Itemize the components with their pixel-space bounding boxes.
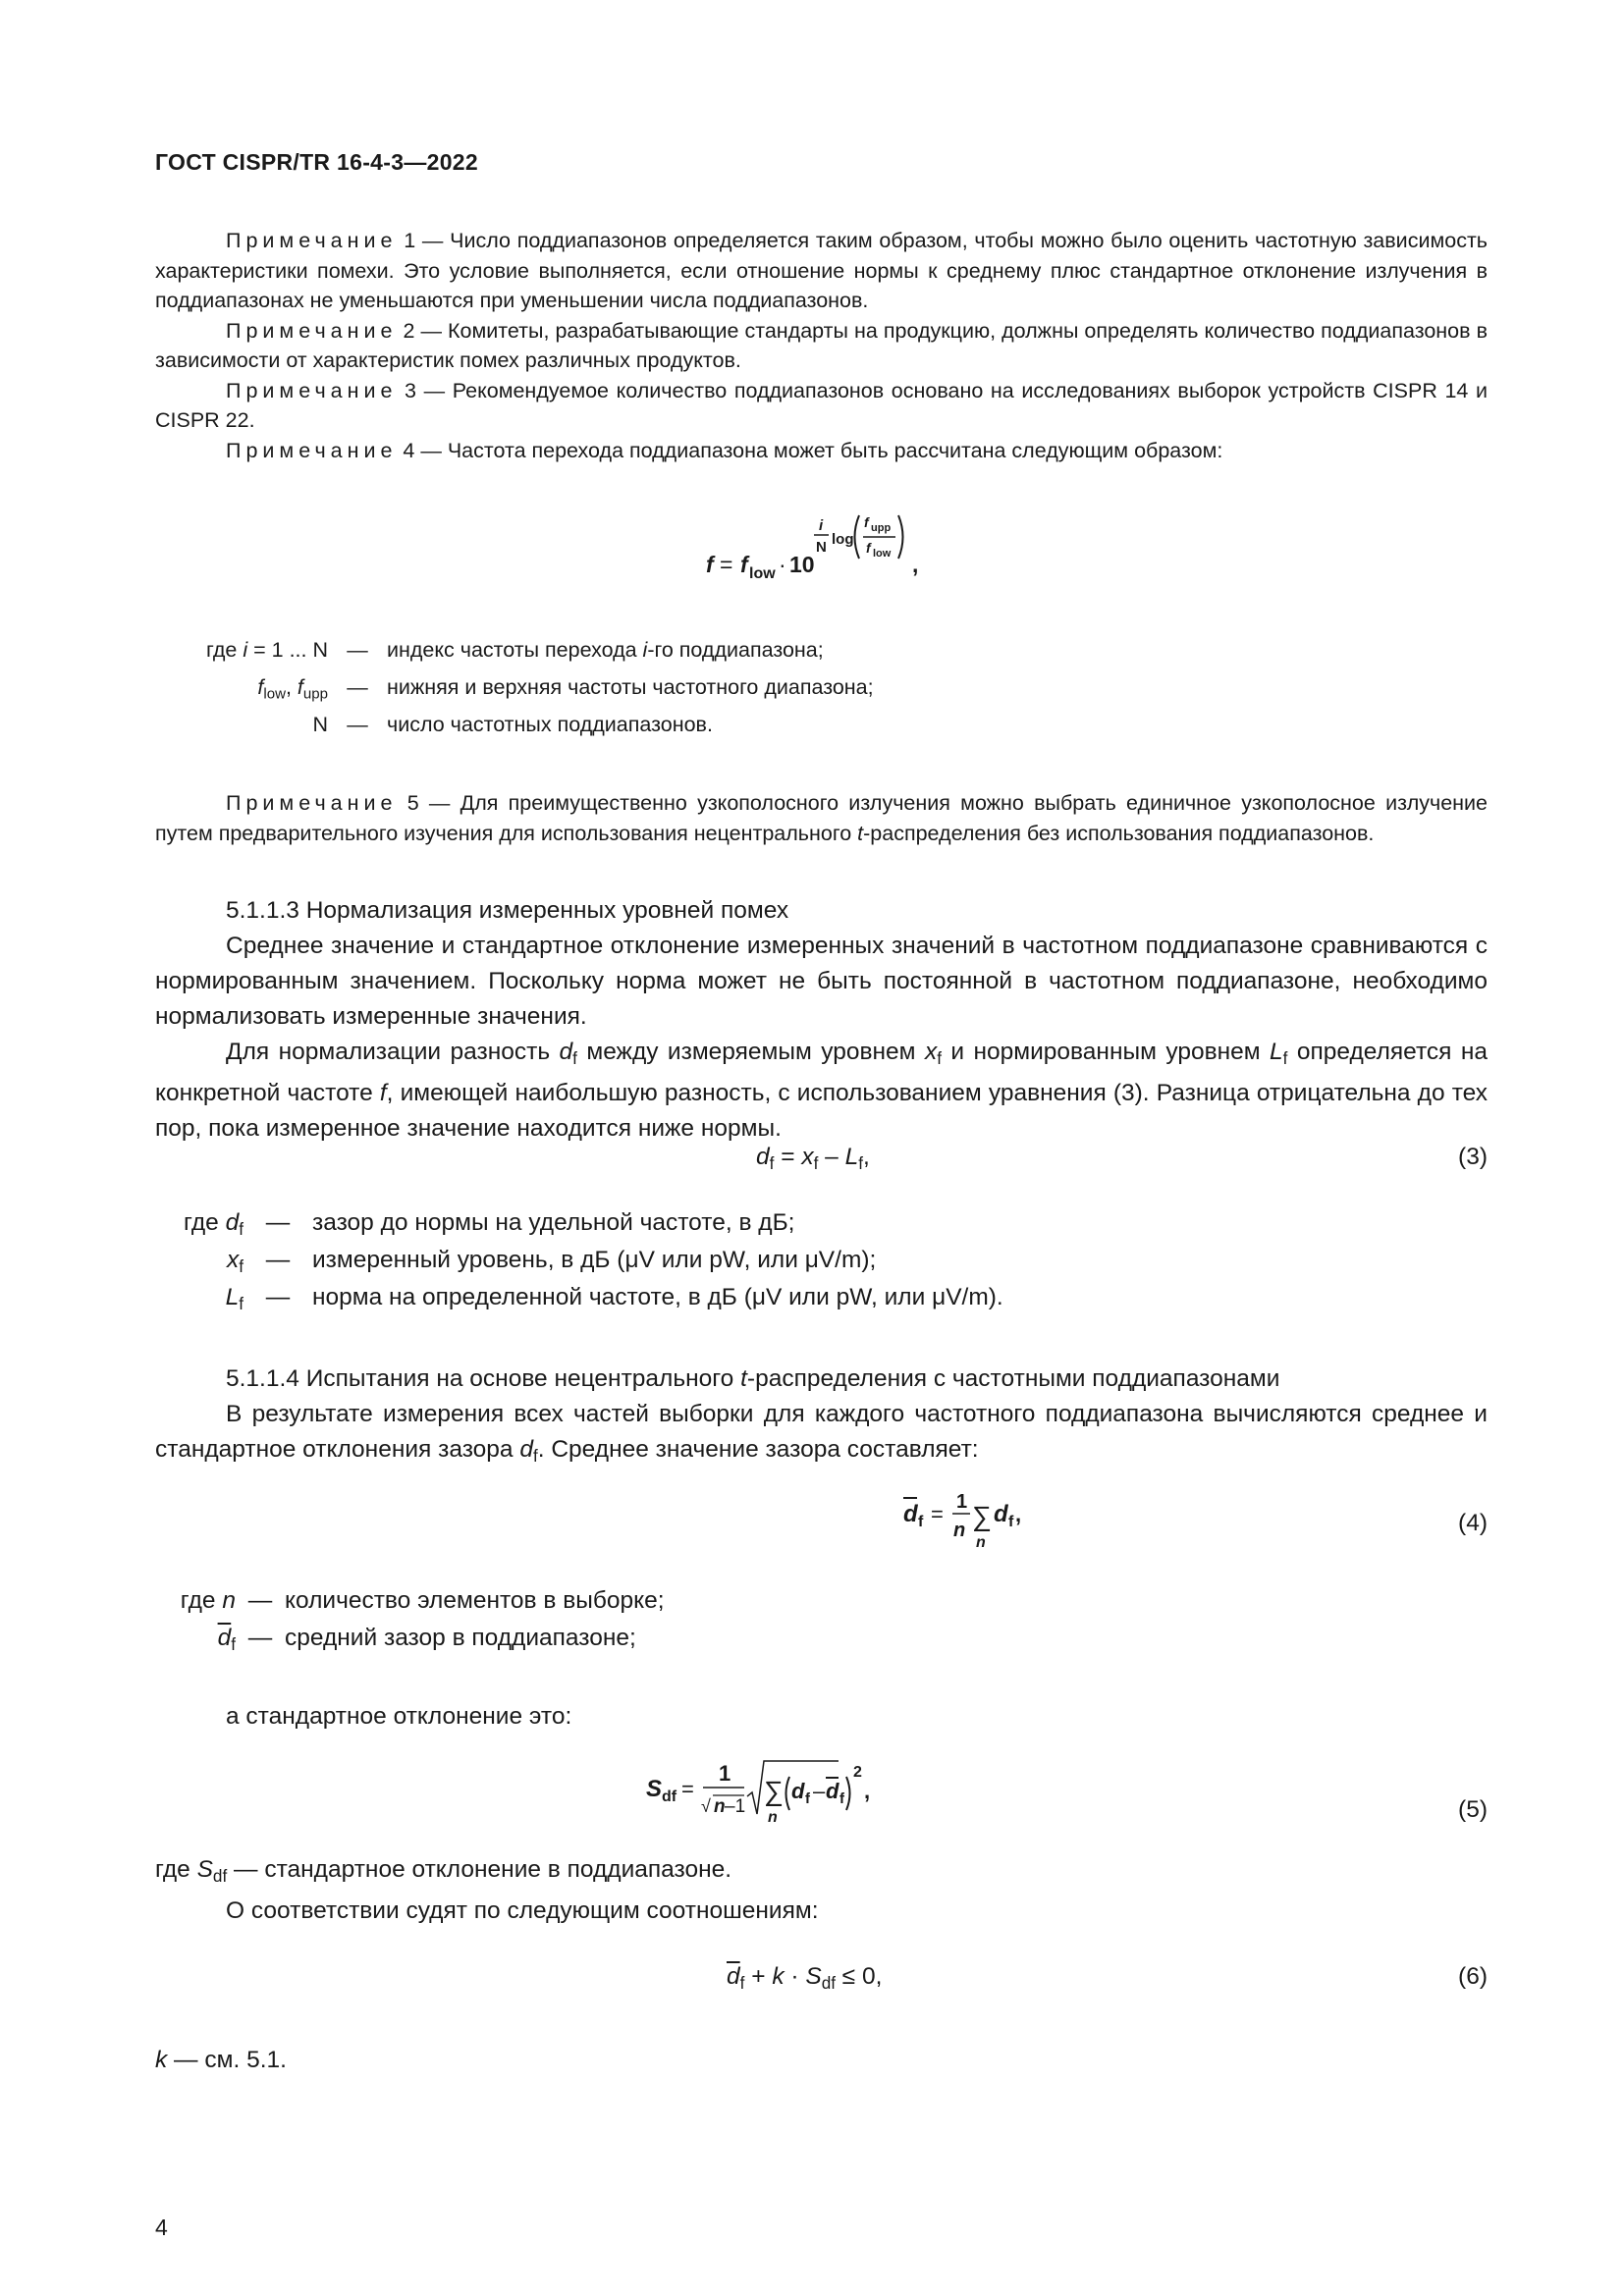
legend-row xyxy=(155,1284,1003,1321)
svg-text:,: , xyxy=(864,1779,871,1803)
svg-text:low: low xyxy=(873,548,892,560)
equation-number: (5) xyxy=(1458,1796,1488,1823)
note-text: 4 — Частота перехода поддиапазона может быть рассчитана следующим образом: xyxy=(397,438,1223,462)
legend-symbol: где $d_f$ xyxy=(184,1209,244,1240)
section-heading: 5.1.1.4 Испытания на основе нецентрального t-распределения с частотными поддиапазонами xyxy=(226,1365,1280,1392)
svg-text:d: d xyxy=(826,1779,839,1803)
equation-number: (4) xyxy=(1458,1510,1488,1536)
legend-dash: — xyxy=(247,1587,273,1614)
svg-text:f: f xyxy=(866,540,871,556)
svg-text:d: d xyxy=(791,1779,805,1803)
section-5-1-1-3 xyxy=(155,893,1488,1147)
svg-text:i: i xyxy=(819,517,824,534)
legend-row xyxy=(155,675,874,713)
svg-text:∑: ∑ xyxy=(764,1776,784,1806)
legend-dash: — xyxy=(265,1247,291,1273)
equation-formula: $\overline{d}_f + k \cdot S_{df} \le 0$, xyxy=(727,1963,883,1994)
legend-dash: — xyxy=(265,1209,291,1236)
legend-row xyxy=(155,1587,665,1625)
svg-text:n: n xyxy=(714,1796,726,1817)
svg-text:d: d xyxy=(903,1501,918,1527)
svg-text:low: low xyxy=(749,565,776,582)
after-equation-5 xyxy=(155,1852,819,1929)
legend-text: измеренный уровень, в дБ (μV или pW, или μV/m); xyxy=(312,1247,877,1273)
svg-text:f: f xyxy=(1008,1514,1014,1530)
conformity-intro: О соответствии судят по следующим соотношениям: xyxy=(226,1897,819,1925)
svg-text:n: n xyxy=(768,1809,778,1826)
svg-text:f: f xyxy=(918,1514,924,1530)
legend-text: средний зазор в поддиапазоне; xyxy=(285,1625,636,1651)
svg-text:log: log xyxy=(832,531,854,548)
svg-text:1: 1 xyxy=(719,1761,731,1786)
svg-text:2: 2 xyxy=(853,1764,862,1781)
legend-text: количество элементов в выборке; xyxy=(285,1587,665,1614)
legend-dash: — xyxy=(347,713,368,736)
legend-symbol: где n xyxy=(180,1587,236,1614)
formula-svg xyxy=(155,496,1488,584)
equation-4-svg xyxy=(744,1482,1137,1561)
legend-equation-3 xyxy=(155,1209,1003,1321)
legend-dash: — xyxy=(265,1284,291,1310)
paragraph: В результате измерения всех частей выборки для каждого частотного поддиапазона вычисляются среднее и стандартное отклонения зазора $d_f$. Среднее значение зазора составляет: xyxy=(155,1401,1488,1467)
svg-text:1: 1 xyxy=(956,1491,968,1513)
legend-symbol: $L_f$ xyxy=(225,1284,244,1314)
svg-text:=: = xyxy=(720,552,733,577)
note-2 xyxy=(155,316,1488,376)
svg-text:df: df xyxy=(662,1789,677,1805)
svg-text:f: f xyxy=(805,1790,810,1807)
legend-symbol: $f_{low}$, $f_{upp}$ xyxy=(257,675,328,703)
k-reference: k — см. 5.1. xyxy=(155,2047,287,2073)
legend-equation-4 xyxy=(155,1587,665,1662)
note-5 xyxy=(155,788,1488,848)
note-label: Примечание xyxy=(226,438,398,462)
note-1 xyxy=(155,226,1488,316)
legend-text: нижняя и верхняя частоты частотного диапазона; xyxy=(387,675,874,699)
equation-4 xyxy=(155,1482,1488,1561)
note-label: Примечание xyxy=(226,378,398,402)
legend-dash: — xyxy=(347,638,368,662)
note-text: 5 — Для преимущественно узкополосного излучения можно выбрать единичное узкополосное излучение путем предварительного изучения для использования нецентрального t-распределения без использования поддиапазонов. xyxy=(155,791,1488,845)
legend-row xyxy=(155,638,874,675)
svg-text:=: = xyxy=(681,1777,694,1801)
sdf-definition: где $S_{df}$ — стандартное отклонение в поддиапазоне. xyxy=(155,1856,732,1887)
paragraph: Среднее значение и стандартное отклонение измеренных значений в частотном поддиапазоне сравниваются с нормированным значением. Поскольку норма может не быть постоянной в частотном поддиапазоне, необходимо нормализовать измеренные значения. xyxy=(155,933,1488,1030)
svg-text:–: – xyxy=(813,1779,826,1803)
note-label: Примечание xyxy=(226,318,398,343)
legend-symbol: $x_f$ xyxy=(226,1247,244,1277)
legend-row xyxy=(155,1209,1003,1247)
svg-text:,: , xyxy=(1015,1502,1022,1526)
equation-number: (6) xyxy=(1458,1963,1488,1990)
legend-row xyxy=(155,1625,665,1662)
legend-dash: — xyxy=(247,1625,273,1651)
equation-5 xyxy=(155,1747,1488,1845)
equation-5-svg xyxy=(646,1747,1137,1845)
legend-text: индекс частоты перехода i-го поддиапазона; xyxy=(387,638,824,662)
svg-text:n: n xyxy=(953,1520,966,1541)
legend-formula-subband xyxy=(155,638,874,750)
section-heading: 5.1.1.3 Нормализация измеренных уровней помех xyxy=(226,897,789,924)
equation-6 xyxy=(155,1963,1488,2002)
svg-text:√: √ xyxy=(701,1796,711,1816)
equation-number: (3) xyxy=(1458,1144,1488,1170)
section-5-1-1-4 xyxy=(155,1362,1488,1473)
document-header: ГОСТ CISPR/TR 16-4-3—2022 xyxy=(155,149,478,175)
svg-text:f: f xyxy=(706,552,714,577)
note-text: 2 — Комитеты, разрабатывающие стандарты на продукцию, должны определять количество поддиапазонов в зависимости от характеристик помех различных продуктов. xyxy=(155,318,1488,372)
legend-symbol: где i = 1 ... N xyxy=(206,638,328,662)
svg-text:n: n xyxy=(976,1534,986,1551)
svg-text:–1: –1 xyxy=(725,1796,746,1817)
note-label: Примечание xyxy=(226,229,398,252)
legend-dash: — xyxy=(347,675,368,699)
legend-symbol: N xyxy=(312,713,328,736)
legend-symbol: $\overline{d}_f$ xyxy=(217,1625,236,1655)
note-text: 3 — Рекомендуемое количество поддиапазонов основано на исследованиях выборок устройств CISPR 14 и CISPR 22. xyxy=(155,378,1488,432)
svg-text:N: N xyxy=(816,539,827,556)
equation-formula: $d_f = x_f - L_f$, xyxy=(756,1144,870,1174)
legend-row xyxy=(155,713,874,750)
svg-text:f: f xyxy=(740,552,748,577)
note-3 xyxy=(155,376,1488,436)
svg-text:f: f xyxy=(839,1790,844,1807)
svg-text:∑: ∑ xyxy=(972,1501,992,1531)
paragraph: Для нормализации разность $d_f$ между измеряемым уровнем $x_f$ и нормированным уровнем $L_f$ определяется на конкретной частоте f, имеющей наибольшую разность, с использованием уравнения (3). Разница отрицательна до тех пор, пока измеренное значение находится ниже нормы. xyxy=(155,1039,1488,1143)
legend-text: норма на определенной частоте, в дБ (μV или pW, или μV/m). xyxy=(312,1284,1003,1310)
svg-text:10: 10 xyxy=(789,552,815,577)
std-intro: а стандартное отклонение это: xyxy=(226,1703,572,1730)
svg-text:upp: upp xyxy=(871,522,892,534)
svg-text:f: f xyxy=(864,514,869,530)
equation-3 xyxy=(155,1144,1488,1183)
svg-text:=: = xyxy=(931,1502,944,1526)
svg-text:·: · xyxy=(779,552,786,577)
note-4 xyxy=(155,436,1488,466)
page-number: 4 xyxy=(155,2215,168,2240)
svg-text:d: d xyxy=(994,1501,1008,1527)
note-label: Примечание xyxy=(226,791,398,815)
svg-text:,: , xyxy=(912,552,919,577)
legend-text: зазор до нормы на удельной частоте, в дБ; xyxy=(312,1209,795,1236)
note-text: 1 — Число поддиапазонов определяется таким образом, чтобы можно было оценить частотную зависимость характеристики помехи. Это условие выполняется, если отношение нормы к среднему плюс стандартное отклонение излучения в поддиапазонах не уменьшаются при уменьшении числа поддиапазонов. xyxy=(155,229,1488,312)
notes-top xyxy=(155,226,1488,465)
legend-text: число частотных поддиапазонов. xyxy=(387,713,713,736)
formula-subband-frequency xyxy=(155,496,1488,584)
svg-text:S: S xyxy=(646,1776,663,1802)
legend-row xyxy=(155,1247,1003,1284)
